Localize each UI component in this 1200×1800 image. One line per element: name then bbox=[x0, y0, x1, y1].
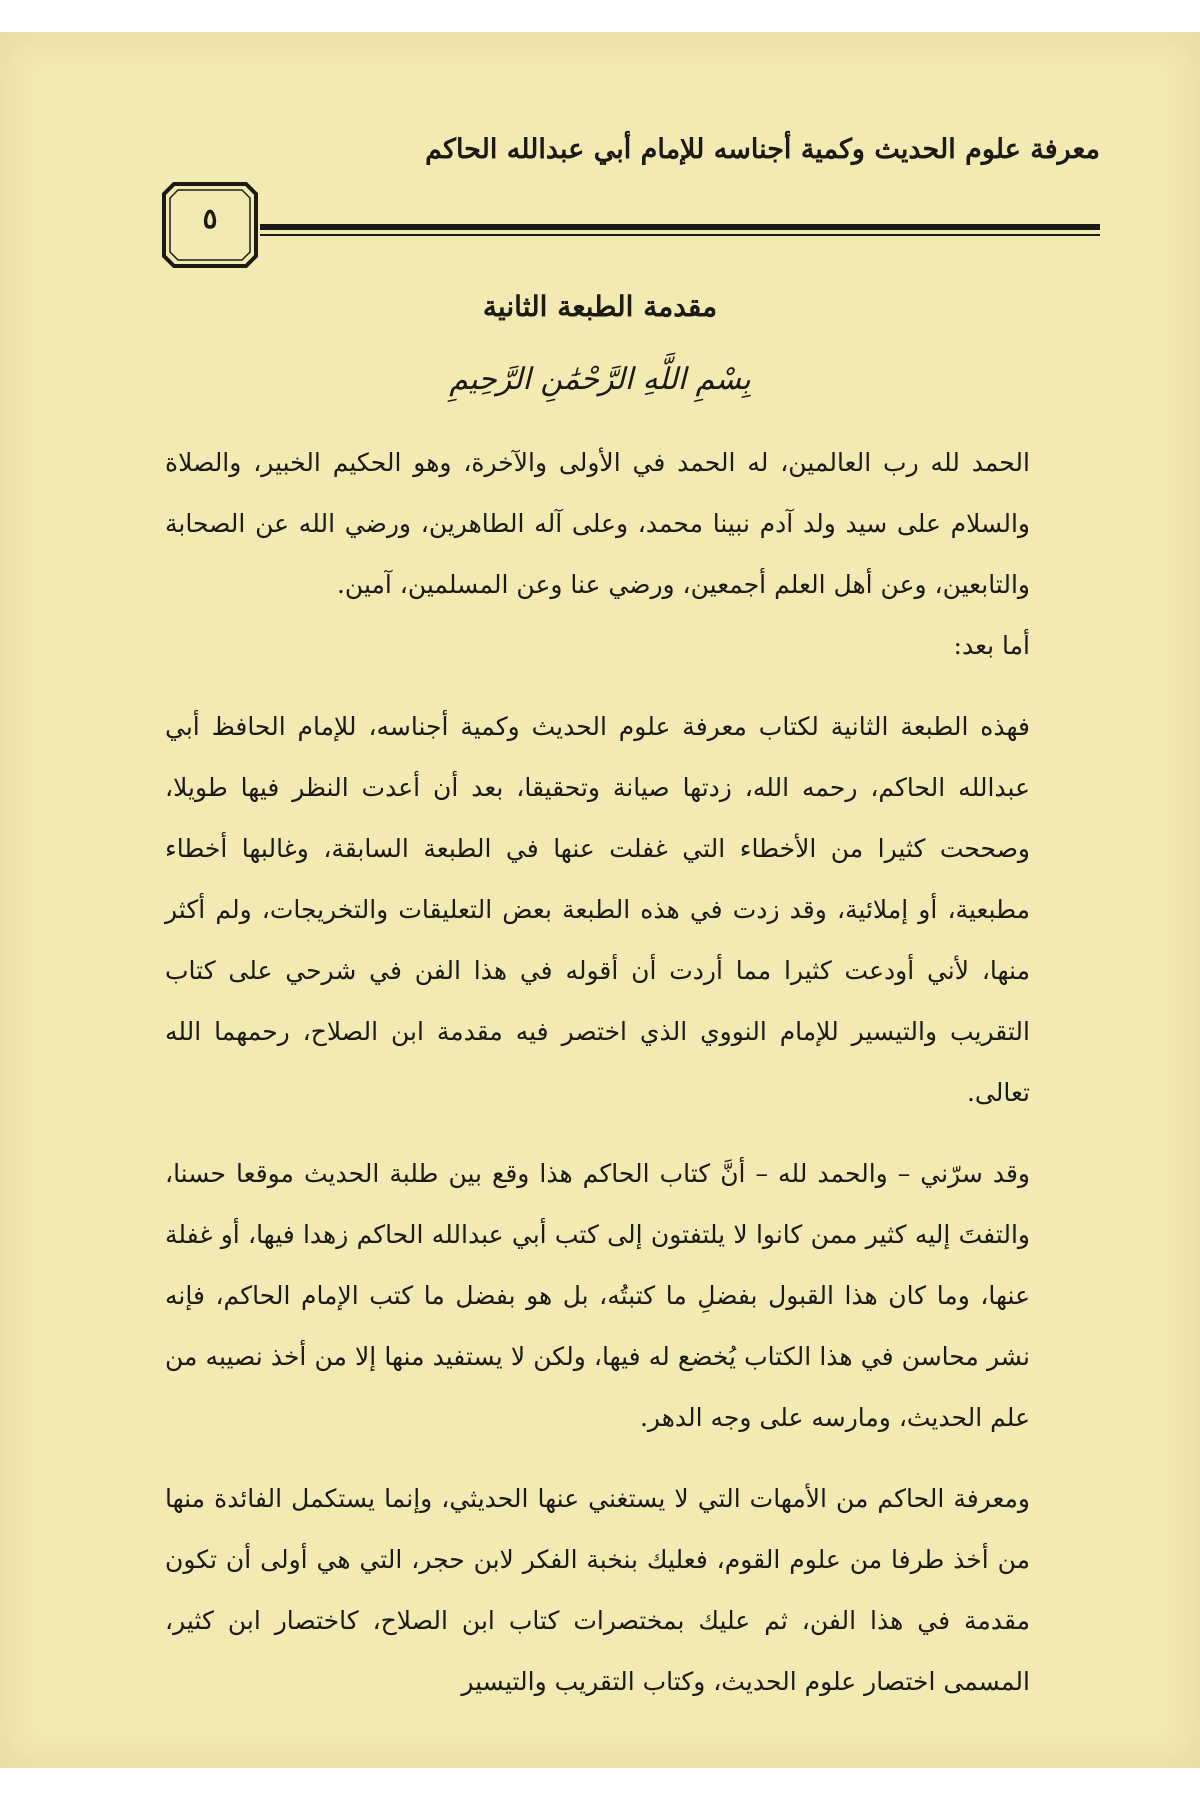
section-title: مقدمة الطبعة الثانية bbox=[482, 290, 718, 323]
running-title: معرفة علوم الحديث وكمية أجناسه للإمام أبي عبدالله الحاكم bbox=[425, 134, 1100, 165]
body-text bbox=[165, 432, 1030, 1712]
header-rule-thick bbox=[260, 224, 1100, 230]
header-rule-thin bbox=[260, 234, 1100, 236]
page-number-frame bbox=[160, 180, 260, 270]
paragraph: أما بعد: bbox=[953, 631, 1030, 660]
basmala: بِسْمِ اللَّهِ الرَّحْمَٰنِ الرَّحِيمِ bbox=[449, 362, 751, 397]
page-header bbox=[160, 124, 1100, 254]
page-number: ٥ bbox=[202, 202, 218, 235]
book-page bbox=[0, 32, 1200, 1768]
paragraph: ومعرفة الحاكم من الأمهات التي لا يستغني عنها الحديثي، وإنما يستكمل الفائدة منها من أخذ طرفا من علوم القوم، فعليك بنخبة الفكر لابن حجر، التي هي أولى أن تكون مقدمة في هذا الفن، ثم عليك بمختصرات كتاب ابن الصلاح، كاختصار ابن كثير، المسمى اختصار علوم الحديث، وكتاب التقريب والتيسير bbox=[165, 1484, 1030, 1696]
paragraph: وقد سرّني – والحمد لله – أنَّ كتاب الحاكم هذا وقع بين طلبة الحديث موقعا حسنا، والتفتَ إليه كثير ممن كانوا لا يلتفتون إلى كتب أبي عبدالله الحاكم زهدا فيها، أو غفلة عنها، وما كان هذا القبول بفضلِ ما كتبتُه، بل هو بفضل ما كتب الإمام الحاكم، فإنه نشر محاسن في هذا الكتاب يُخضع له فيها، ولكن لا يستفيد منها إلا من أخذ نصيبه من علم الحديث، ومارسه على وجه الدهر. bbox=[165, 1159, 1030, 1432]
paragraph: فهذه الطبعة الثانية لكتاب معرفة علوم الحديث وكمية أجناسه، للإمام الحافظ أبي عبدالله الحاكم، رحمه الله، زدتها صيانة وتحقيقا، بعد أن أعدت النظر فيها طويلا، وصححت كثيرا من الأخطاء التي غفلت عنها في الطبعة السابقة، وغالبها أخطاء مطبعية، أو إملائية، وقد زدت في هذه الطبعة بعض التعليقات والتخريجات، ولم أكثر منها، لأني أودعت كثيرا مما أردت أن أقوله في هذا الفن في شرحي على كتاب التقريب والتيسير للإمام النووي الذي اختصر فيه مقدمة ابن الصلاح، رحمهما الله تعالى. bbox=[165, 712, 1030, 1107]
paragraph: الحمد لله رب العالمين، له الحمد في الأولى والآخرة، وهو الحكيم الخبير، والصلاة والسلام على سيد ولد آدم نبينا محمد، وعلى آله الطاهرين، ورضي الله عن الصحابة والتابعين، وعن أهل العلم أجمعين، ورضي عنا وعن المسلمين، آمين. bbox=[165, 448, 1030, 599]
